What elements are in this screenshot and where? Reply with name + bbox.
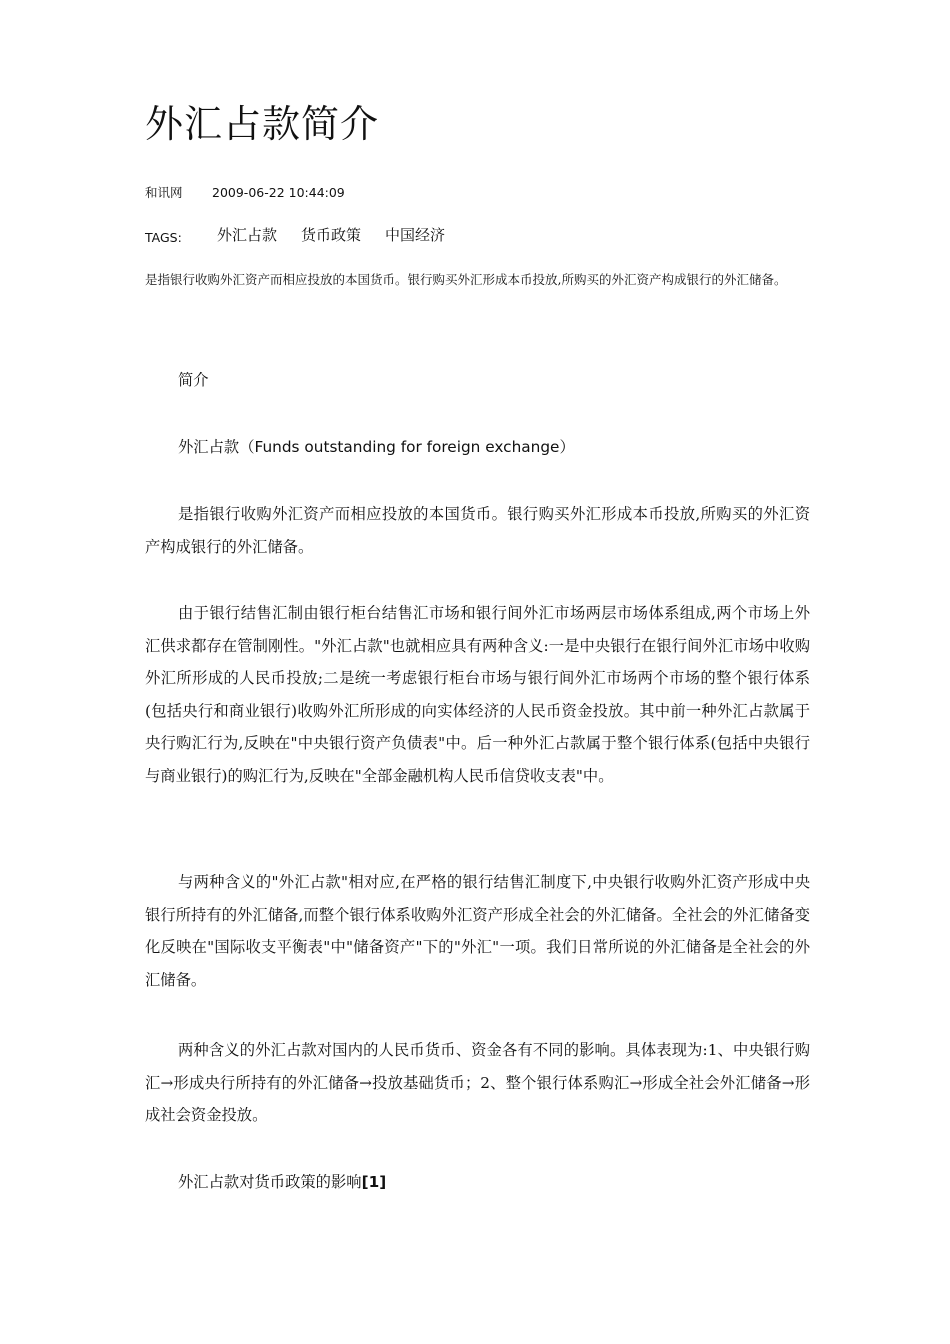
tags-label: TAGS: <box>145 230 182 245</box>
section-heading-policy-text: 外汇占款对货币政策的影响 <box>178 1173 362 1191</box>
section-heading-intro: 简介 <box>178 371 209 389</box>
tag-link[interactable]: 外汇占款 <box>217 226 278 244</box>
paragraph-4: 两种含义的外汇占款对国内的人民币货币、资金各有不同的影响。具体表现为:1、中央银行购汇→形成央行所持有的外汇储备→投放基础货币；2、整个银行体系购汇→形成全社会外汇储备→形成社会资金投放。 <box>145 1041 810 1124</box>
article-title: 外汇占款简介 <box>145 102 380 146</box>
paragraph-2: 由于银行结售汇制由银行柜台结售汇市场和银行间外汇市场两层市场体系组成,两个市场上外汇供求都存在管制刚性。"外汇占款"也就相应具有两种含义:一是中央银行在银行间外汇市场中收购外汇所形成的人民币投放;二是统一考虑银行柜台市场与银行间外汇市场两个市场的整个银行体系(包括央行和商业银行)收购外汇所形成的向实体经济的人民币资金投放。其中前一种外汇占款属于央行购汇行为,反映在"中央银行资产负债表"中。后一种外汇占款属于整个银行体系(包括中央银行与商业银行)的购汇行为,反映在"全部金融机构人民币信贷收支表"中。 <box>145 604 810 785</box>
tag-link[interactable]: 中国经济 <box>385 226 446 244</box>
term-en: Funds outstanding for foreign exchange <box>254 438 560 456</box>
publish-datetime: 2009-06-22 10:44:09 <box>212 185 345 200</box>
term-definition <box>145 431 810 464</box>
source-label: 和讯网 <box>145 185 183 200</box>
article-meta <box>145 184 345 202</box>
paragraph-3: 与两种含义的"外汇占款"相对应,在严格的银行结售汇制度下,中央银行收购外汇资产形成中央银行所持有的外汇储备,而整个银行体系收购外汇资产形成全社会的外汇储备。全社会的外汇储备变化反映在"国际收支平衡表"中"储备资产"下的"外汇"一项。我们日常所说的外汇储备是全社会的外汇储备。 <box>145 873 810 989</box>
paragraph-1: 是指银行收购外汇资产而相应投放的本国货币。银行购买外汇形成本币投放,所购买的外汇资产构成银行的外汇储备。 <box>145 505 810 556</box>
tags-row <box>145 224 810 248</box>
article-summary: 是指银行收购外汇资产而相应投放的本国货币。银行购买外汇形成本币投放,所购买的外汇资产构成银行的外汇储备。 <box>145 272 787 287</box>
reference-link[interactable]: [1] <box>361 1173 387 1191</box>
term-zh: 外汇占款（ <box>178 438 255 456</box>
tag-link[interactable]: 货币政策 <box>301 226 362 244</box>
term-close: ） <box>559 438 575 456</box>
section-heading-policy <box>145 1166 810 1199</box>
